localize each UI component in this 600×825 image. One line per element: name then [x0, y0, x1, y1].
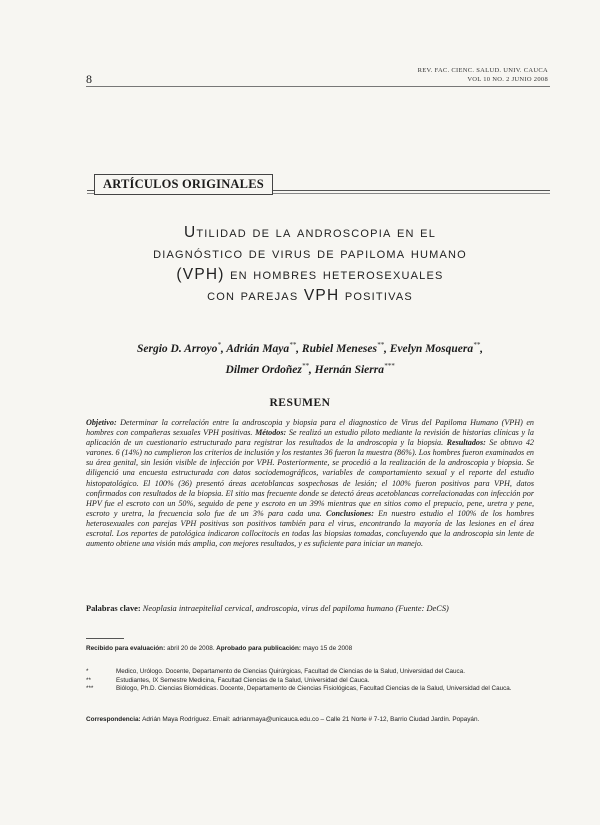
- author-separator: ,: [220, 342, 224, 355]
- author-separator: ,: [308, 363, 312, 376]
- footnote-rule: [86, 638, 124, 639]
- abstract-heading: RESUMEN: [269, 397, 331, 409]
- affiliations: [86, 668, 546, 694]
- author-affiliation-mark: ***: [383, 361, 395, 370]
- title-line: con parejas VPH positivas: [207, 287, 413, 304]
- title-line: (VPH) en hombres heterosexuales: [176, 266, 444, 283]
- author-line-1: [110, 337, 510, 358]
- conclusions-label: Conclusiones:: [326, 508, 374, 518]
- author-affiliation-mark: *: [217, 341, 221, 349]
- author-name: Rubiel Meneses: [301, 342, 377, 355]
- conclusions-text: En nuestro estudio el 100% de los hombres heterosexuales con parejas VPH positivas son positivos también para el virus, encontrando la mayoría de las lesiones en el área escrotal. Los reportes de patológica indicaron collocitocis en todas las biopsias tomadas, concluyendo que la androscopia sin lente de aumento obtiene una visión más amplia, con mejores resultados, y es suficiente para iniciar un manejo.: [86, 508, 534, 549]
- author-separator: ,: [296, 342, 300, 355]
- affiliation-row: [86, 668, 546, 677]
- author-affiliation-mark: **: [301, 361, 309, 370]
- article-title: [90, 222, 530, 306]
- methods-label: Métodos:: [255, 428, 287, 438]
- objective-label: Objetivo:: [86, 418, 117, 427]
- author-name: Sergio D. Arroyo: [136, 342, 218, 355]
- keywords-text: Neoplasia intraepitelial cervical, androscopia, virus del papiloma humano (Fuente: DeCS): [140, 604, 449, 613]
- author-affiliation-mark: **: [377, 341, 384, 349]
- author-name: Evelyn Mosquera: [389, 342, 474, 355]
- author-separator: ,: [384, 342, 387, 355]
- journal-name: REV. FAC. CIENC. SALUD. UNIV. CAUCA: [417, 67, 548, 74]
- affiliation-symbol: *: [86, 668, 89, 675]
- keywords: [86, 603, 534, 614]
- author-affiliation-mark: **: [289, 341, 297, 349]
- received-label: Recibido para evaluación:: [86, 645, 166, 652]
- affiliation-text: Biólogo, Ph.D. Ciencias Biomédicas. Docente, Departamento de Ciencias Fisiológicas, Facultad Ciencias de la Salud, Universidad del Cauca.: [116, 685, 512, 693]
- results-label: Resultados:: [446, 438, 486, 448]
- affiliation-symbol: **: [86, 676, 91, 684]
- approved-label: Aprobado para publicación:: [214, 645, 301, 652]
- correspondence-label: Correspondencia:: [86, 716, 141, 723]
- affiliation-symbol: ***: [86, 685, 94, 693]
- affiliation-row: [86, 685, 546, 694]
- results-text: Se obtuvo 42 varones. 6 (14%) no cumplieron los criterios de inclusión y los restantes 36 fueron la muestra (86%). Los hombres fueron examinados en su área genital, sin lesión visible de infección por VPH. Posteriormente, se procedió a la realización de la androscopia y biopsia. Se diligenció una encuesta estructurada con datos sociodemográficos, variables de comportamiento sexual y el reporte del estudio histopatológico. El 100% (36) presentó áreas acetoblancas sospechosas de lesión; el 100% fueron positivos para VPH, datos confirmados con resultados de la biopsia. El sitio mas frecuente donde se detectó áreas acetoblancas correlacionadas con infección por HPV fue el escroto con un 50%, seguido de pene y escroto en un 39% mientras que en sitios como el prepucio, pene, uretra y pene, escroto y uretra, la frecuencia solo fue de un 3% para cada una.: [86, 438, 534, 518]
- author-name: Hernán Sierra: [314, 363, 384, 376]
- author-name: Dilmer Ordoñez: [225, 363, 302, 376]
- page-number: 8: [86, 72, 92, 86]
- author-affiliation-mark: **: [473, 341, 481, 349]
- objective-text: Determinar la correlación entre la androscopia y biopsia para el diagnostico de Virus del Papiloma Humano (VPH) en hombres con compañeras sexuales VPH positivas.: [86, 418, 534, 438]
- author-name: Adrián Maya: [226, 342, 290, 355]
- abstract-body: [86, 418, 534, 549]
- header-rule: [86, 86, 550, 87]
- section-label: ARTÍCULOS ORIGINALES: [94, 174, 273, 195]
- correspondence-text: Adrián Maya Rodríguez. Email: adrianmaya@unicauca.edu.co – Calle 21 Norte # 7-12, Barrio Ciudad Jardín. Popayán.: [140, 716, 480, 723]
- author-line-2: [110, 358, 510, 379]
- received-dates: [86, 645, 352, 652]
- affiliation-text: Medico, Urólogo. Docente, Departamento de Ciencias Quirúrgicas, Facultad de Ciencias de la Salud, Universidad del Cauca.: [116, 668, 465, 675]
- affiliation-row: [86, 677, 546, 686]
- affiliation-text: Estudiantes, IX Semestre Medicina, Facultad Ciencias de la Salud, Universidad del Cauca.: [116, 676, 370, 684]
- author-list: [110, 337, 510, 379]
- approved-date: mayo 15 de 2008: [301, 645, 353, 652]
- title-line: Utilidad de la androscopia en el: [183, 224, 437, 241]
- methods-text: Se realizó un estudio piloto mediante la revisión de historias clínicas y la aplicación de un cuestionario estructurado para registrar los resultados de la androscopia y la biopsia.: [86, 428, 534, 448]
- journal-issue: VOL 10 NO. 2 JUNIO 2008: [467, 76, 548, 83]
- keywords-label: Palabras clave:: [86, 604, 141, 613]
- title-line: diagnóstico de virus de papiloma humano: [153, 245, 467, 262]
- author-separator: ,: [480, 342, 483, 355]
- received-date: abril 20 de 2008.: [165, 645, 215, 652]
- correspondence: [86, 716, 556, 723]
